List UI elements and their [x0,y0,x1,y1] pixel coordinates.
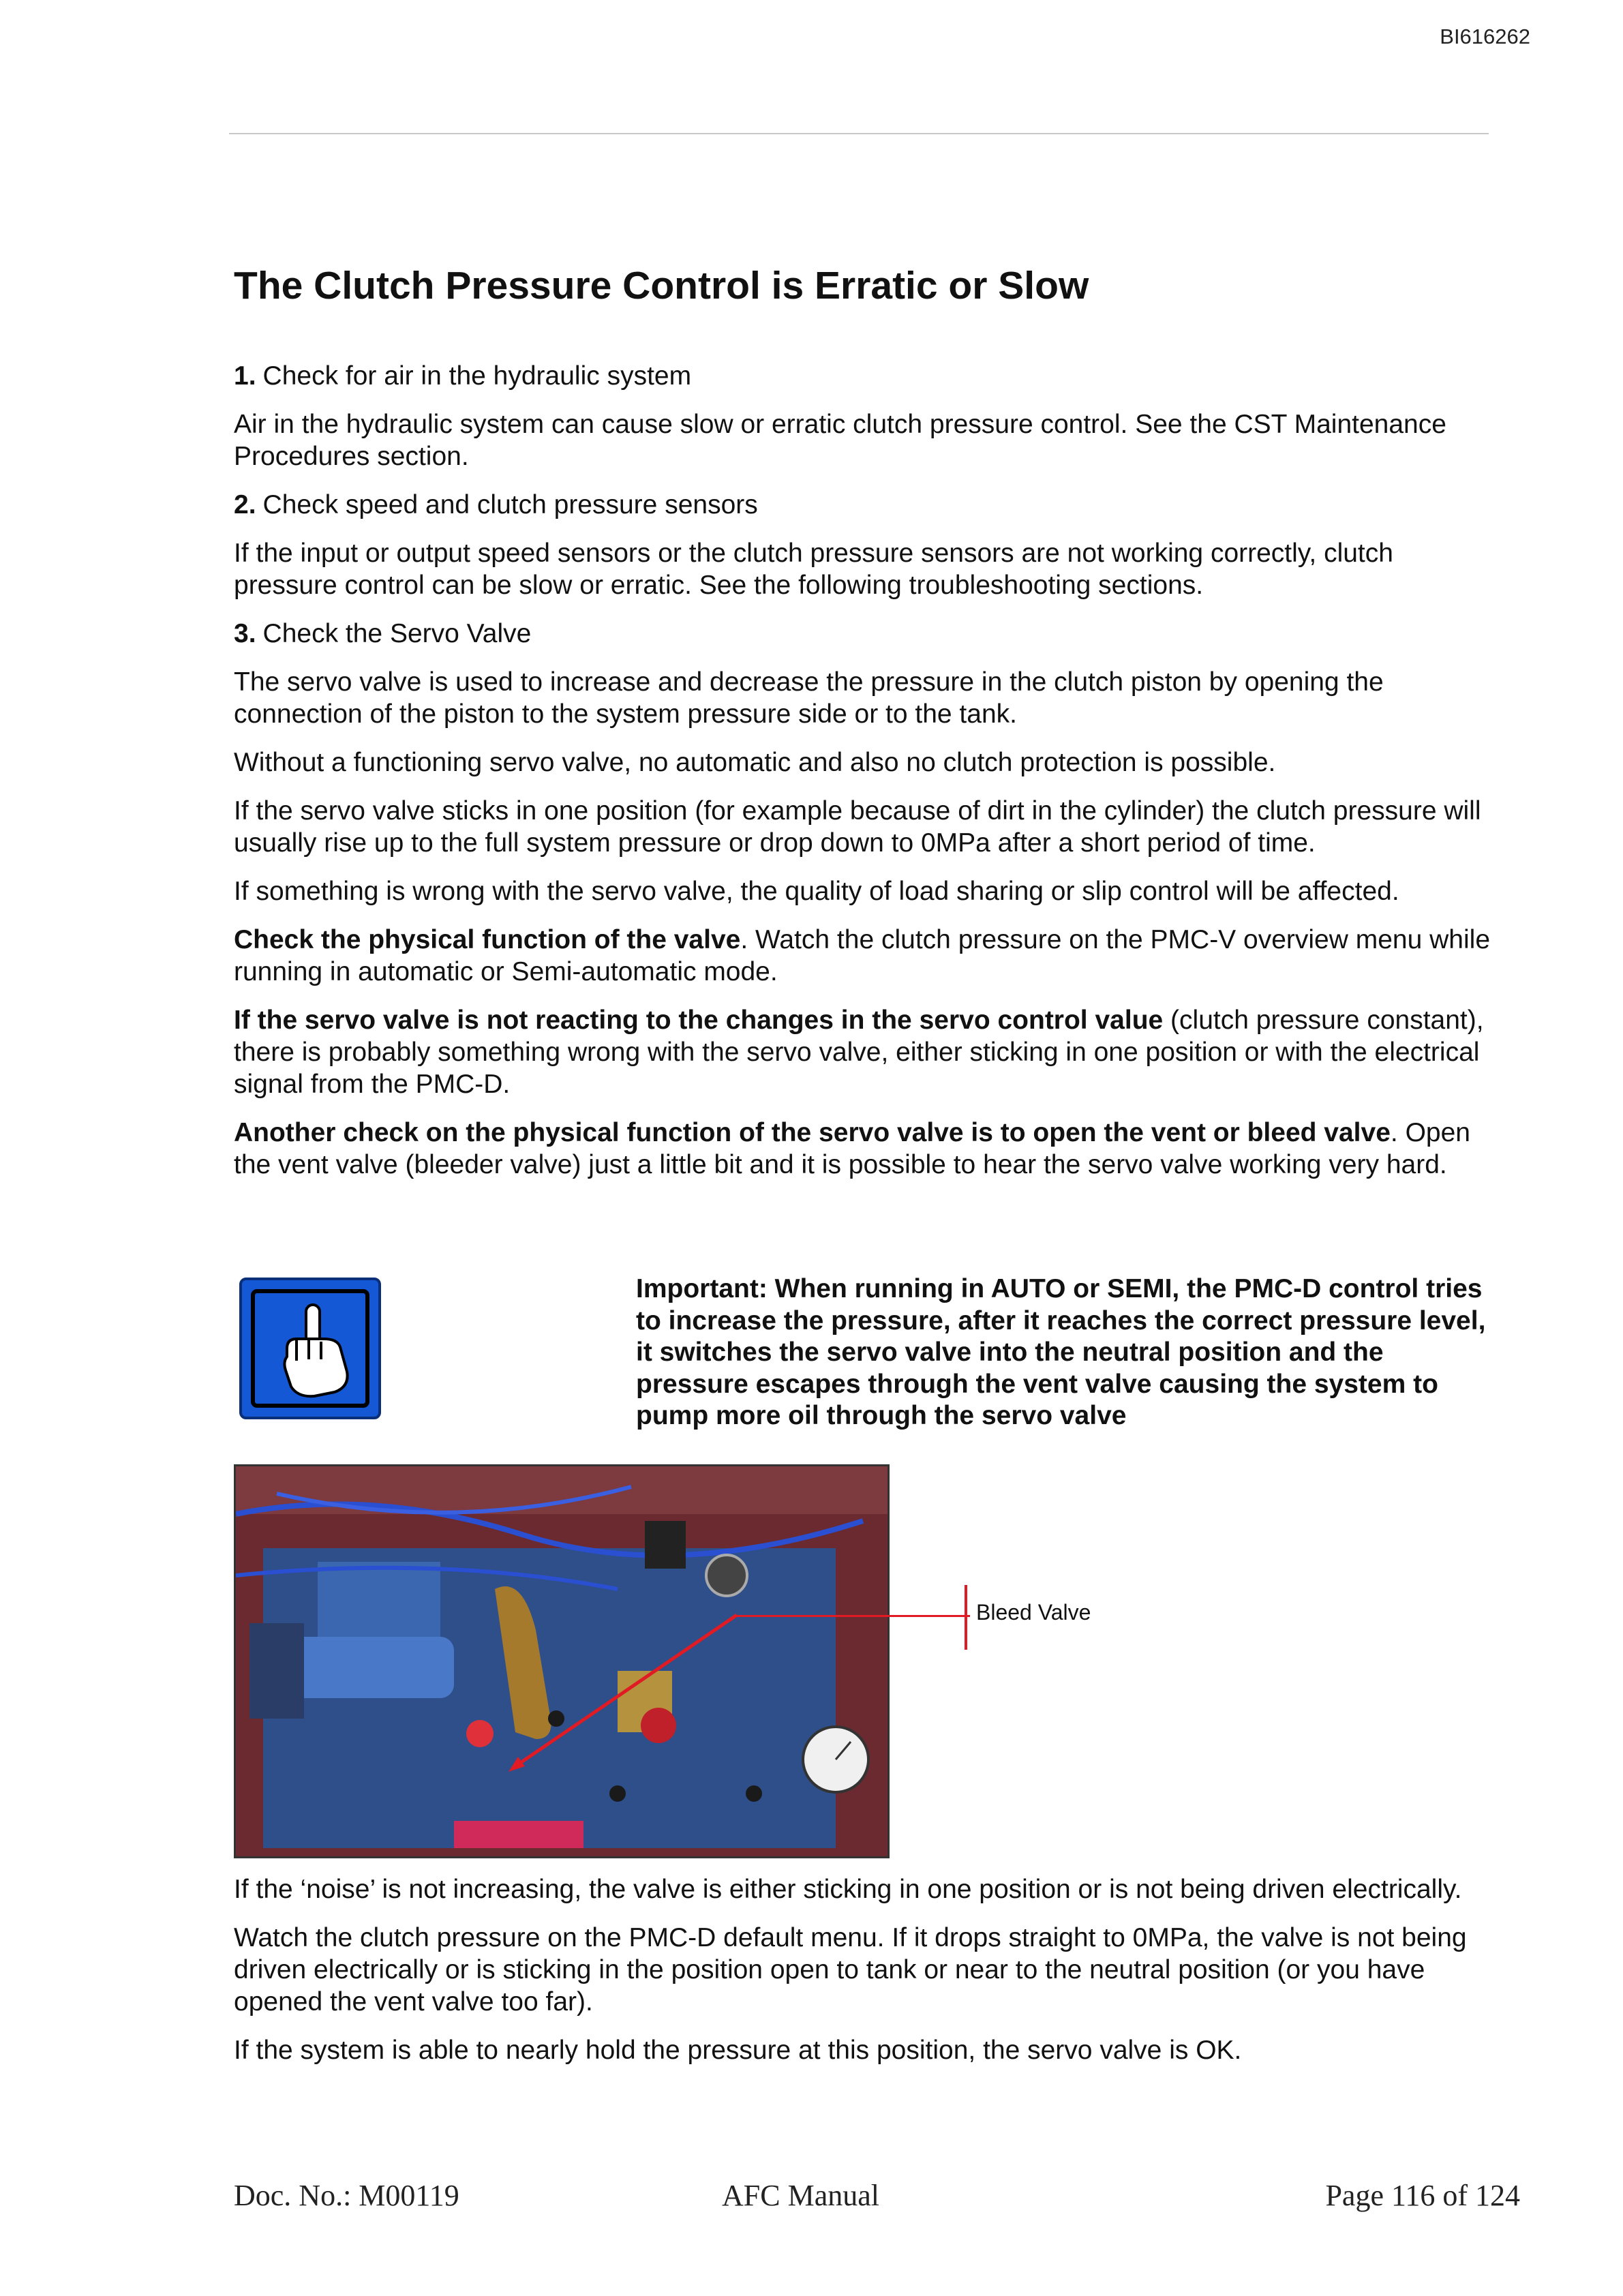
step-2-body: If the input or output speed sensors or the clutch pressure sensors are not working correctly, clutch pressure control can be slow or erratic. See the following troubleshooting sections. [234,539,1393,600]
bleed-valve-leader-bar [965,1585,967,1650]
page-footer [234,2178,1520,2219]
important-note: Important: When running in AUTO or SEMI, the PMC-D control tries to increase the pressure, after it reaches the correct pressure level, it switches the servo valve into the neutral position and the pressure escapes through the vent valve causing the system to pump more oil through the servo valve [636,1274,1486,1430]
footer-page-number: Page 116 of 124 [1325,2179,1520,2212]
hydraulic-unit-photo [234,1464,890,1858]
bleed-valve-leader-line [735,1615,970,1617]
conclusion-paragraph: If the system is able to nearly hold the pressure at this position, the servo valve is OK. [234,2036,1242,2065]
default-menu-paragraph: Watch the clutch pressure on the PMC-D default menu. If it drops straight to 0MPa, the valve is not being driven electrically or is sticking in the position open to tank or near to the neutral position (or you have opened the vent valve too far). [234,1923,1467,2016]
step-3-body-1: The servo valve is used to increase and decrease the pressure in the clutch piston by opening the connection of the piston to the system pressure side or to the tank. [234,667,1384,729]
footer-manual-name: AFC Manual [722,2179,879,2212]
header-rule [229,133,1489,134]
physical-check-paragraph: Check the physical function of the valve. Watch the clutch pressure on the PMC-V overview menu while running in automatic or Semi-automatic mode. [234,925,1491,986]
step-2-heading: 2. Check speed and clutch pressure sensors [234,490,758,519]
not-reacting-paragraph: If the servo valve is not reacting to the changes in the servo control value (clutch pressure constant), there is probably something wrong with the servo valve, either sticking in one position or with the electrical signal from the PMC-D. [234,1006,1484,1099]
important-callout [234,1273,1498,1437]
page-title: The Clutch Pressure Control is Erratic or Slow [234,264,1089,307]
pointing-hand-icon [239,1278,381,1419]
step-1-body: Air in the hydraulic system can cause slow or erratic clutch pressure control. See the CST Maintenance Procedures section. [234,410,1446,471]
step-3-body-2: Without a functioning servo valve, no automatic and also no clutch protection is possible. [234,748,1276,777]
footer-doc-number: Doc. No.: M00119 [234,2179,459,2212]
bleed-valve-label: Bleed Valve [976,1600,1091,1625]
noise-paragraph: If the ‘noise’ is not increasing, the valve is either sticking in one position or is not being driven electrically. [234,1875,1462,1904]
step-1-heading: 1. Check for air in the hydraulic system [234,361,692,391]
main-content [234,360,1498,1197]
step-3-body-3: If the servo valve sticks in one position (for example because of dirt in the cylinder) the clutch pressure will usually rise up to the full system pressure or drop down to 0MPa after a short period of time. [234,796,1481,858]
document-id: BI616262 [1440,25,1530,48]
step-3-body-4: If something is wrong with the servo valve, the quality of load sharing or slip control will be affected. [234,877,1399,906]
bleed-valve-check-paragraph: Another check on the physical function of the servo valve is to open the vent or bleed valve. Open the vent valve (bleeder valve) just a little bit and it is possible to hear the servo valve working very hard. [234,1118,1470,1179]
step-3-heading: 3. Check the Servo Valve [234,619,532,648]
after-figure-content [234,1873,1498,2083]
